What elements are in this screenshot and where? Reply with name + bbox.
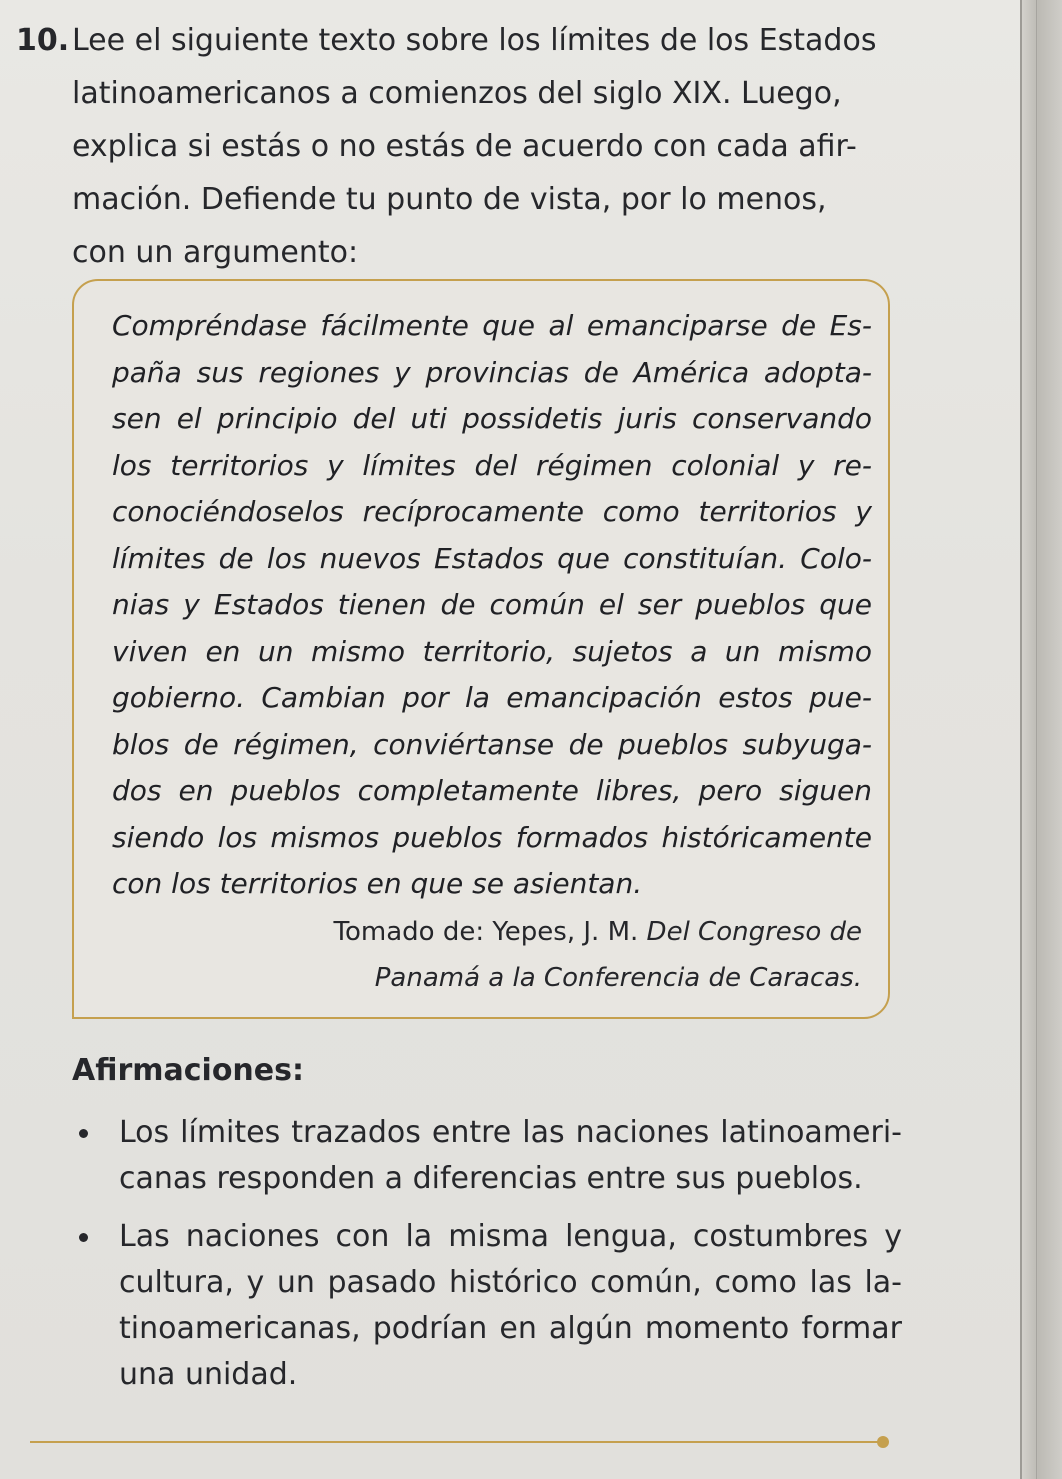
divider-dot-icon — [877, 1436, 889, 1448]
afirmaciones-list — [72, 1110, 902, 1410]
question-line: explica si estás o no estás de acuerdo con cada afir- — [72, 129, 857, 164]
afirmaciones-title: Afirmaciones: — [72, 1053, 304, 1088]
question-line: con un argumento: — [72, 235, 359, 270]
source-line-1: Tomado de: Yepes, J. M. Del Congreso de — [333, 917, 862, 947]
quote-line: gobierno. Cambian por la emancipación estos pue- — [112, 681, 872, 714]
quote-line: conociéndoselos recíprocamente como territorios y — [112, 495, 872, 528]
quote-line: Compréndase fácilmente que al emanciparse de Es- — [112, 309, 872, 342]
quote-line: límites de los nuevos Estados que constituían. Colo- — [112, 541, 872, 575]
question-10 — [16, 14, 896, 279]
question-number: 10. — [16, 23, 70, 58]
bullet-icon — [79, 1129, 88, 1138]
quote-line: blos de régimen, conviértanse de pueblos subyuga- — [112, 727, 872, 761]
quote-box — [72, 279, 890, 1019]
quote-line: nias y Estados tienen de común el ser pueblos que — [112, 588, 872, 621]
quote-source — [334, 909, 862, 1001]
quote-line: los territorios y límites del régimen colonial y re- — [112, 448, 872, 482]
quote-text — [112, 303, 872, 908]
question-line: latinoamericanos a comienzos del siglo XIX. Luego, — [72, 76, 842, 111]
question-line: 10.Lee el siguiente texto sobre los límites de los Estados — [16, 14, 896, 67]
bullet-icon — [79, 1233, 88, 1242]
list-item: Las naciones con la misma lengua, costumbres y cultura, y un pasado histórico común, como las la- tinoamericanas, podrían en algún momento formar una unidad. — [72, 1214, 902, 1398]
quote-line: sen el principio del uti possidetis juris conservando — [112, 402, 872, 435]
quote-line: dos en pueblos completamente libres, pero siguen — [112, 774, 872, 807]
question-line: mación. Defiende tu punto de vista, por lo menos, — [72, 182, 827, 217]
quote-line: viven en un mismo territorio, sujetos a un mismo — [112, 634, 872, 668]
source-line-2: Panamá a la Conferencia de Caracas. — [374, 963, 862, 993]
page-edge — [1020, 0, 1062, 1479]
bottom-divider — [30, 1441, 882, 1443]
quote-line: siendo los mismos pueblos formados históricamente — [112, 820, 872, 854]
quote-line: con los territorios en que se asientan. — [112, 867, 643, 900]
list-item: Los límites trazados entre las naciones latinoameri- canas responden a diferencias entre sus pueblos. — [72, 1110, 902, 1202]
quote-line: paña sus regiones y provincias de América adopta- — [112, 355, 872, 389]
